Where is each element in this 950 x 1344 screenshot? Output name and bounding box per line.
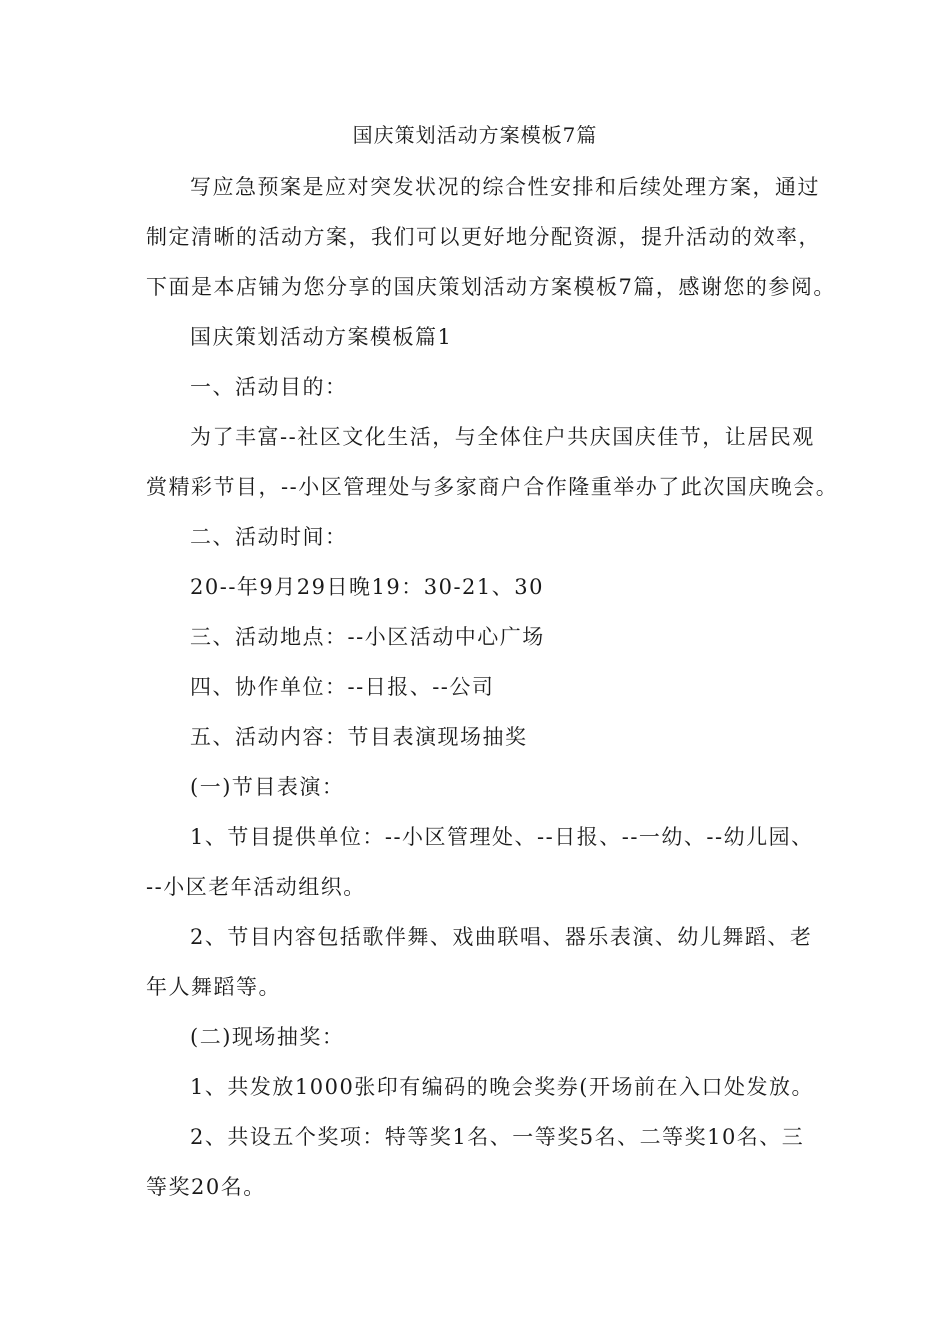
lottery-item2-line-2: 等奖20名。: [146, 1175, 266, 1199]
partners-line: 四、协作单位：--日报、--公司: [190, 675, 495, 699]
section-heading: 国庆策划活动方案模板篇1: [190, 325, 453, 349]
purpose-text-line-1: 为了丰富--社区文化生活，与全体住户共庆国庆佳节，让居民观: [190, 425, 815, 449]
performance-item2-line-2: 年人舞蹈等。: [146, 975, 281, 999]
performance-item2-line-1: 2、节目内容包括歌伴舞、戏曲联唱、器乐表演、幼儿舞蹈、老: [190, 925, 813, 949]
purpose-heading: 一、活动目的：: [190, 375, 348, 399]
lottery-heading: (二)现场抽奖：: [190, 1025, 345, 1049]
performance-item1-line-2: --小区老年活动组织。: [146, 875, 366, 899]
document-title: 国庆策划活动方案模板7篇: [352, 123, 598, 147]
lottery-item2-line-1: 2、共设五个奖项：特等奖1名、一等奖5名、二等奖10名、三: [190, 1125, 805, 1149]
performance-item1-line-1: 1、节目提供单位：--小区管理处、--日报、--一幼、--幼儿园、: [190, 825, 814, 849]
location-line: 三、活动地点：--小区活动中心广场: [190, 625, 545, 649]
intro-line-1: 写应急预案是应对突发状况的综合性安排和后续处理方案，通过: [190, 175, 820, 199]
performance-heading: (一)节目表演：: [190, 775, 345, 799]
lottery-item1: 1、共发放1000张印有编码的晚会奖券(开场前在入口处发放。: [190, 1075, 814, 1099]
purpose-text-line-2: 赏精彩节目，--小区管理处与多家商户合作隆重举办了此次国庆晚会。: [146, 475, 839, 499]
time-text: 20--年9月29日晚19：30-21、30: [190, 575, 544, 599]
intro-line-2: 制定清晰的活动方案，我们可以更好地分配资源，提升活动的效率，: [146, 225, 821, 249]
content-line: 五、活动内容：节目表演现场抽奖: [190, 725, 528, 749]
intro-line-3: 下面是本店铺为您分享的国庆策划活动方案模板7篇，感谢您的参阅。: [146, 275, 836, 299]
time-heading: 二、活动时间：: [190, 525, 348, 549]
